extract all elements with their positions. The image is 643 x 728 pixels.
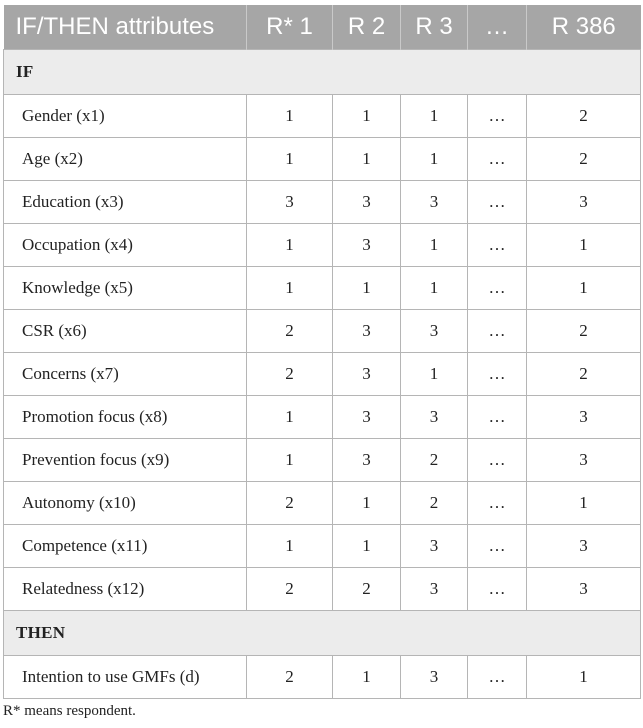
- row-value: 3: [401, 310, 468, 353]
- row-label: CSR (x6): [4, 310, 247, 353]
- header-respondent-3: R 3: [401, 5, 468, 50]
- row-value: 3: [247, 181, 333, 224]
- header-respondent-2: R 2: [333, 5, 401, 50]
- row-value: 1: [333, 95, 401, 138]
- row-value: 2: [247, 353, 333, 396]
- row-value: 3: [333, 310, 401, 353]
- row-value: 2: [401, 482, 468, 525]
- row-value: …: [468, 439, 527, 482]
- table-footnote: R* means respondent.: [3, 703, 136, 719]
- section-row-then: [4, 611, 641, 656]
- row-value: 3: [333, 181, 401, 224]
- row-value: …: [468, 482, 527, 525]
- row-value: 3: [333, 396, 401, 439]
- row-value: 1: [401, 95, 468, 138]
- row-label: Education (x3): [4, 181, 247, 224]
- table-header: [4, 5, 641, 50]
- row-value: 1: [333, 267, 401, 310]
- row-value: …: [468, 95, 527, 138]
- row-value: 2: [527, 95, 641, 138]
- header-attributes: IF/THEN attributes: [4, 5, 247, 50]
- row-value: 1: [247, 267, 333, 310]
- header-row: [4, 5, 641, 50]
- row-value: 1: [401, 138, 468, 181]
- row-value: 3: [527, 439, 641, 482]
- table-row: [4, 656, 641, 699]
- row-value: 1: [247, 525, 333, 568]
- table-row: [4, 396, 641, 439]
- if-then-table: [3, 5, 641, 699]
- row-value: 2: [333, 568, 401, 611]
- row-value: …: [468, 138, 527, 181]
- row-value: 2: [527, 310, 641, 353]
- row-value: 3: [401, 181, 468, 224]
- row-value: 3: [401, 396, 468, 439]
- section-row-if: [4, 50, 641, 95]
- row-value: 1: [333, 138, 401, 181]
- row-value: 2: [247, 656, 333, 699]
- header-ellipsis: …: [468, 5, 527, 50]
- row-value: 1: [527, 656, 641, 699]
- row-value: …: [468, 181, 527, 224]
- table-row: [4, 95, 641, 138]
- table-body: [4, 50, 641, 699]
- row-label: Knowledge (x5): [4, 267, 247, 310]
- table-row: [4, 138, 641, 181]
- row-label: Relatedness (x12): [4, 568, 247, 611]
- table-row: [4, 482, 641, 525]
- row-value: 1: [333, 656, 401, 699]
- row-value: 2: [527, 353, 641, 396]
- row-value: 1: [527, 267, 641, 310]
- row-label: Competence (x11): [4, 525, 247, 568]
- row-label: Promotion focus (x8): [4, 396, 247, 439]
- row-value: …: [468, 267, 527, 310]
- row-value: 1: [527, 224, 641, 267]
- row-label: Gender (x1): [4, 95, 247, 138]
- table-row: [4, 310, 641, 353]
- row-label: Age (x2): [4, 138, 247, 181]
- row-value: 1: [527, 482, 641, 525]
- row-value: 3: [401, 568, 468, 611]
- row-value: …: [468, 224, 527, 267]
- table-row: [4, 525, 641, 568]
- row-value: 3: [333, 353, 401, 396]
- row-value: 1: [247, 396, 333, 439]
- row-value: 3: [401, 656, 468, 699]
- row-label: Autonomy (x10): [4, 482, 247, 525]
- row-value: 3: [527, 396, 641, 439]
- header-respondent-386: R 386: [527, 5, 641, 50]
- row-value: 1: [247, 224, 333, 267]
- row-label: Concerns (x7): [4, 353, 247, 396]
- row-value: 3: [527, 525, 641, 568]
- row-value: 2: [401, 439, 468, 482]
- row-value: 1: [333, 482, 401, 525]
- row-value: 2: [247, 568, 333, 611]
- row-value: …: [468, 568, 527, 611]
- data-table-container: [3, 5, 640, 699]
- table-row: [4, 439, 641, 482]
- section-label-then: THEN: [4, 611, 641, 656]
- row-value: 1: [247, 95, 333, 138]
- row-label: Intention to use GMFs (d): [4, 656, 247, 699]
- row-value: 3: [333, 224, 401, 267]
- row-value: 2: [247, 310, 333, 353]
- row-value: 3: [527, 568, 641, 611]
- header-respondent-1: R* 1: [247, 5, 333, 50]
- section-label-if: IF: [4, 50, 641, 95]
- row-value: 3: [333, 439, 401, 482]
- row-value: 1: [401, 224, 468, 267]
- row-value: 1: [247, 138, 333, 181]
- row-value: 1: [401, 353, 468, 396]
- row-label: Occupation (x4): [4, 224, 247, 267]
- row-value: …: [468, 525, 527, 568]
- row-label: Prevention focus (x9): [4, 439, 247, 482]
- row-value: 2: [527, 138, 641, 181]
- row-value: …: [468, 656, 527, 699]
- row-value: 1: [247, 439, 333, 482]
- row-value: …: [468, 353, 527, 396]
- table-row: [4, 181, 641, 224]
- table-row: [4, 267, 641, 310]
- table-row: [4, 568, 641, 611]
- table-row: [4, 353, 641, 396]
- row-value: 3: [527, 181, 641, 224]
- row-value: 1: [401, 267, 468, 310]
- row-value: 3: [401, 525, 468, 568]
- row-value: …: [468, 396, 527, 439]
- row-value: 1: [333, 525, 401, 568]
- row-value: …: [468, 310, 527, 353]
- row-value: 2: [247, 482, 333, 525]
- table-row: [4, 224, 641, 267]
